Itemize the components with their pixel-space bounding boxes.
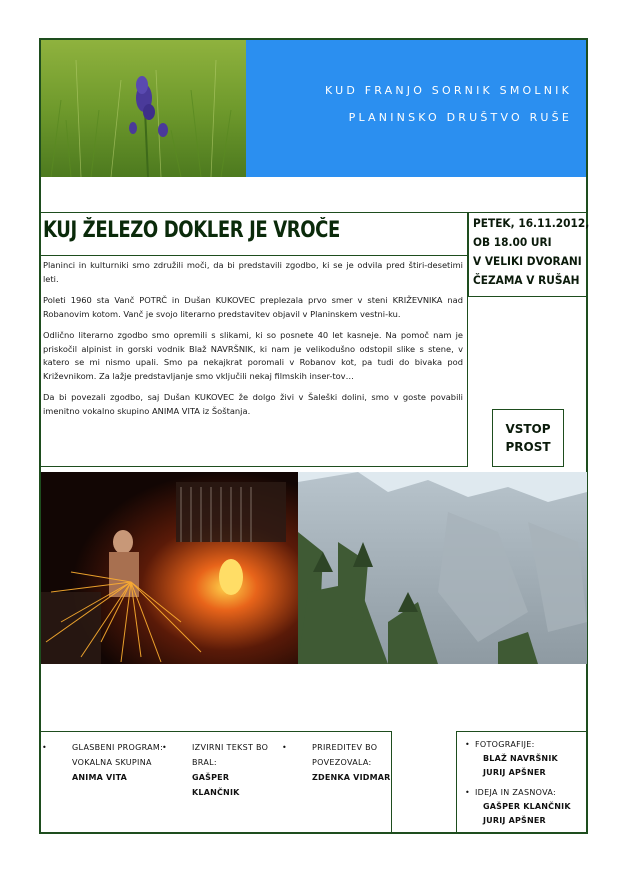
host-label-1: PRIREDITEV BO bbox=[312, 743, 378, 752]
title-box bbox=[40, 212, 468, 256]
reader-label-1: IZVIRNI TEKST BO bbox=[192, 743, 269, 752]
credit-idea bbox=[465, 786, 571, 828]
date-line-2: OB 18.00 URI bbox=[473, 235, 552, 249]
paragraph-1: Planinci in kulturniki smo združili moči, da bi predstavili zgodbo, ki se je odvila pred štiri-desetimi leti. bbox=[43, 260, 463, 284]
free-entry-box bbox=[492, 409, 564, 467]
photos-value-1: BLAŽ NAVRŠNIK bbox=[483, 754, 558, 763]
photos-label: FOTOGRAFIJE: bbox=[475, 740, 535, 749]
org-name-pd: PLANINSKO DRUŠTVO RUŠE bbox=[348, 111, 572, 124]
forge-photo-image bbox=[41, 472, 298, 664]
description-box bbox=[40, 256, 468, 467]
photos-value-2: JURIJ APŠNER bbox=[483, 768, 546, 777]
credits-right-box bbox=[456, 731, 588, 834]
date-line-3: V VELIKI DVORANI bbox=[473, 254, 582, 268]
reader-value-1: GAŠPER bbox=[192, 773, 230, 782]
org-name-kud: KUD FRANJO SORNIK SMOLNIK bbox=[324, 84, 572, 97]
idea-value-2: JURIJ APŠNER bbox=[483, 816, 546, 825]
free-entry-line-1: VSTOP bbox=[505, 422, 551, 436]
music-value: ANIMA VITA bbox=[72, 773, 127, 782]
event-title: KUJ ŽELEZO DOKLER JE VROČE bbox=[43, 218, 340, 243]
forge-photo bbox=[41, 472, 298, 664]
bullet-icon: • bbox=[162, 743, 167, 752]
bullet-icon: • bbox=[465, 788, 470, 797]
mountain-photo-image bbox=[298, 472, 587, 664]
host-value: ZDENKA VIDMAR bbox=[312, 773, 391, 782]
flower-photo-image bbox=[41, 40, 246, 177]
date-box bbox=[468, 212, 588, 297]
bullet-icon: • bbox=[282, 743, 287, 752]
credit-photos bbox=[465, 738, 558, 780]
bullet-icon: • bbox=[465, 740, 470, 749]
music-label-1: GLASBENI PROGRAM: bbox=[72, 743, 164, 752]
idea-value-1: GAŠPER KLANČNIK bbox=[483, 802, 571, 811]
header-banner bbox=[246, 40, 586, 177]
paragraph-4: Da bi povezali zgodbo, saj Dušan KUKOVEC že dolgo živi v Šaleški dolini, smo v goste povabili imenitno vokalno skupino ANIMA VITA iz Šoštanja. bbox=[43, 392, 463, 416]
credit-music bbox=[42, 740, 164, 785]
bullet-icon: • bbox=[42, 743, 47, 752]
date-line-4: ČEZAMA V RUŠAH bbox=[473, 273, 580, 287]
flower-photo bbox=[41, 40, 246, 177]
paragraph-2: Poleti 1960 sta Vanč POTRČ in Dušan KUKOVEC preplezala prvo smer v steni KRIŽEVNIKA nad Robanovim kotom. Vanč je svojo literarno predstavitev objavil v Planinskem vestni-ku. bbox=[43, 295, 463, 319]
free-entry-line-2: PROST bbox=[505, 440, 551, 454]
reader-value-2: KLANČNIK bbox=[192, 788, 240, 797]
paragraph-3: Odlično literarno zgodbo smo opremili s slikami, ki so posnete 40 let kasneje. Na pomoč nam je priskočil alpinist in gorski vodnik Blaž NAVRŠNIK, ki nam je velikodušno odstopil slike s stene, v katero se mi nismo upali. Smo pa nekajkrat poromali v Robanov kot, pa tudi do bivaka pod Križevnikom. Za lažje predstavljanje smo vključili nekaj filmskih inser-tov… bbox=[43, 330, 463, 381]
host-label-2: POVEZOVALA: bbox=[312, 758, 372, 767]
date-line-1: PETEK, 16.11.2012, bbox=[473, 216, 590, 230]
credit-text-reader bbox=[162, 740, 269, 800]
music-label-2: VOKALNA SKUPINA bbox=[72, 758, 152, 767]
credits-box bbox=[40, 731, 392, 834]
idea-label: IDEJA IN ZASNOVA: bbox=[475, 788, 556, 797]
credit-host bbox=[282, 740, 391, 785]
reader-label-2: BRAL: bbox=[192, 758, 217, 767]
mountain-photo bbox=[298, 472, 587, 664]
